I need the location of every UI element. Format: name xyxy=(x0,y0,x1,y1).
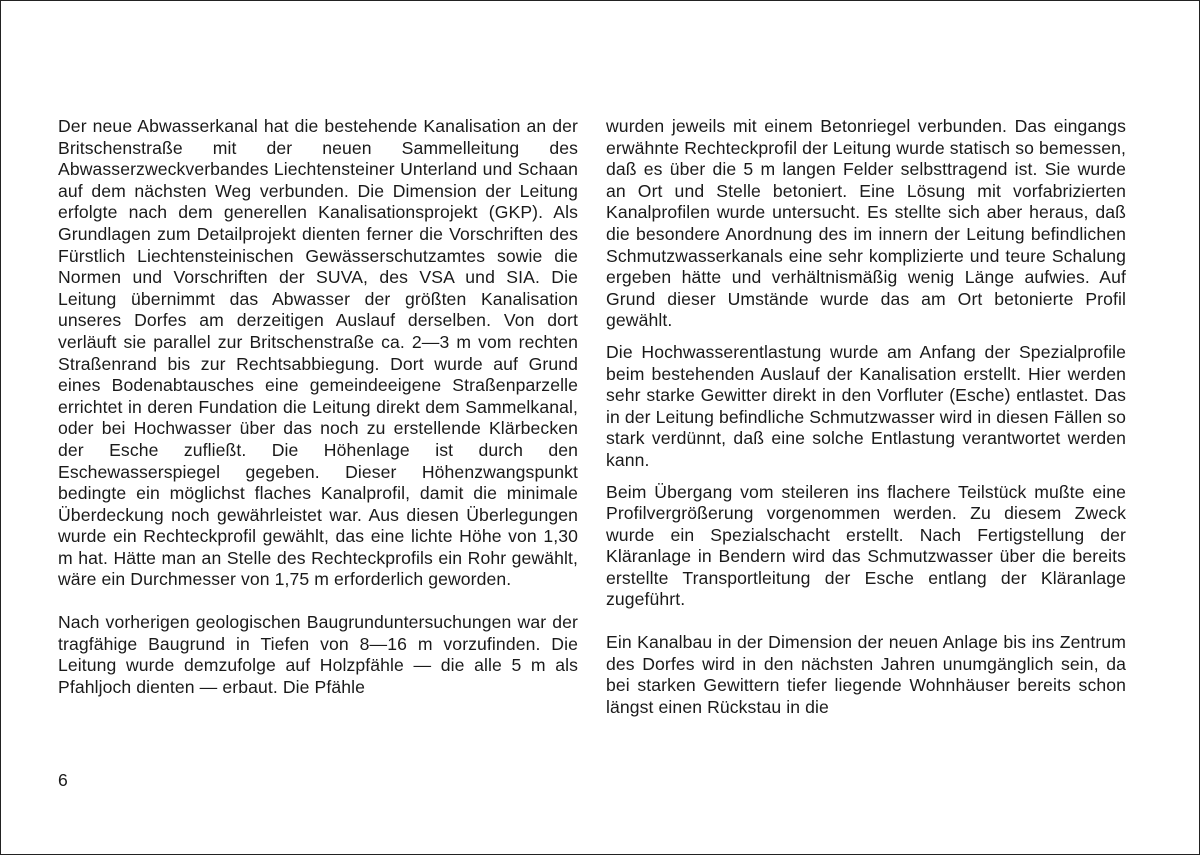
paragraph-left-1: Der neue Abwasserkanal hat die bestehende Kanalisation an der Britschenstraße mit der neuen Sammelleitung des Abwasserzweckverbandes Liechtensteiner Unterland und Schaan auf dem nächsten Weg verbunden. Die Dimension der Leitung erfolgte nach dem generellen Kanalisationsprojekt (GKP). Als Grundlagen zum Detailprojekt dienten ferner die Vorschriften des Fürstlich Liechtensteinischen Gewässerschutzamtes sowie die Normen und Vorschriften der SUVA, des VSA und SIA. Die Leitung übernimmt das Abwasser der größten Kanalisation unseres Dorfes am derzeitigen Auslauf derselben. Von dort verläuft sie parallel zur Britschenstraße ca. 2—3 m vom rechten Straßenrand bis zur Rechtsabbiegung. Dort wurde auf Grund eines Bodenabtausches eine gemeindeeigene Straßenparzelle errichtet in deren Fundation die Leitung direkt dem Sammelkanal, oder bei Hochwasser über das noch zu erstellende Klärbecken der Esche zufließt. Die Höhenlage ist durch den Eschewasserspiegel gegeben. Dieser Höhenzwangspunkt bedingte ein möglichst flaches Kanalprofil, damit die minimale Überdeckung noch gewährleistet war. Aus diesen Überlegungen wurde ein Rechteckprofil gewählt, das eine lichte Höhe von 1,30 m hat. Hätte man an Stelle des Rechteckprofils ein Rohr gewählt, wäre ein Durchmesser von 1,75 m erforderlich geworden. xyxy=(58,116,578,590)
paragraph-right-3: Beim Übergang vom steileren ins flachere Teilstück mußte eine Profilvergrößerung vorgenommen werden. Zu diesem Zweck wurde ein Spezialschacht erstellt. Nach Fertigstellung der Kläranlage in Bendern wird das Schmutzwasser über die bereits erstellte Transportleitung der Esche entlang der Kläranlage zugeführt. xyxy=(606,481,1126,610)
left-column xyxy=(58,116,578,698)
right-column xyxy=(606,116,1126,718)
paragraph-right-2: Die Hochwasserentlastung wurde am Anfang der Spezialprofile beim bestehenden Auslauf der Kanalisation erstellt. Hier werden sehr starke Gewitter direkt in den Vorfluter (Esche) entlastet. Das in der Leitung befindliche Schmutzwasser wird in diesen Fällen so stark verdünnt, daß eine solche Entlastung verantwortet werden kann. xyxy=(606,341,1126,470)
paragraph-right-1: wurden jeweils mit einem Betonriegel verbunden. Das eingangs erwähnte Rechteckprofil der Leitung wurde statisch so bemessen, daß es über die 5 m langen Felder selbsttragend ist. Sie wurde an Ort und Stelle betoniert. Eine Lösung mit vorfabrizierten Kanalprofilen wurde untersucht. Es stellte sich aber heraus, daß die besondere Anordnung des im innern der Leitung befindlichen Schmutzwasserkanals eine sehr komplizierte und teure Schalung ergeben hätte und verhältnismäßig wenig Länge aufwies. Auf Grund dieser Umstände wurde das am Ort betonierte Profil gewählt. xyxy=(606,116,1126,331)
page-number: 6 xyxy=(58,770,68,790)
paragraph-right-4: Ein Kanalbau in der Dimension der neuen Anlage bis ins Zentrum des Dorfes wird in den nächsten Jahren unumgänglich sein, da bei starken Gewittern tiefer liegende Wohnhäuser bereits schon längst einen Rückstau in die xyxy=(606,632,1126,717)
paragraph-left-2: Nach vorherigen geologischen Baugrunduntersuchungen war der tragfähige Baugrund in Tiefen von 8—16 m vorzufinden. Die Leitung wurde demzufolge auf Holzpfähle — die alle 5 m als Pfahljoch dienten — erbaut. Die Pfähle xyxy=(58,612,578,697)
